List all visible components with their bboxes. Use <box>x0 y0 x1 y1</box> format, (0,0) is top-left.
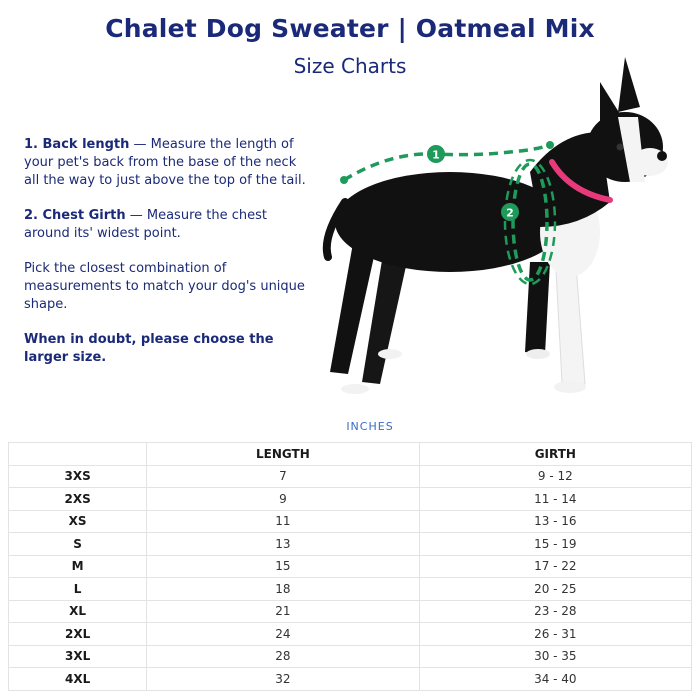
chest-girth-label: 2. Chest Girth <box>24 208 126 223</box>
back-length-text: — Measure the length of your pet's back from the base of the neck all the way to just above the top of the tail. <box>24 137 306 188</box>
dog-nose <box>657 151 667 161</box>
doubt-note <box>24 331 314 367</box>
dog-eye <box>617 144 624 151</box>
table-row <box>9 600 692 623</box>
dog-body <box>335 172 565 272</box>
girth-cell: 11 - 14 <box>419 488 691 511</box>
girth-cell: 17 - 22 <box>419 555 691 578</box>
length-cell: 15 <box>147 555 419 578</box>
girth-cell: 34 - 40 <box>419 668 691 691</box>
size-cell: XS <box>9 510 147 533</box>
length-cell: 18 <box>147 578 419 601</box>
size-cell: L <box>9 578 147 601</box>
dog-illustration <box>300 52 700 402</box>
dog-front-leg-left <box>525 262 550 354</box>
back-length-marker-label: 1 <box>432 148 440 162</box>
dog-front-paw <box>554 381 586 393</box>
size-cell: S <box>9 533 147 556</box>
table-row <box>9 488 692 511</box>
girth-cell: 15 - 19 <box>419 533 691 556</box>
table-row <box>9 465 692 488</box>
header-girth: GIRTH <box>419 443 691 466</box>
chest-girth-marker-label: 2 <box>506 206 514 220</box>
size-table <box>8 442 692 691</box>
page-title: Chalet Dog Sweater | Oatmeal Mix <box>105 14 595 43</box>
size-cell: 4XL <box>9 668 147 691</box>
size-cell: XL <box>9 600 147 623</box>
size-cell: 2XL <box>9 623 147 646</box>
header-size <box>9 443 147 466</box>
length-cell: 7 <box>147 465 419 488</box>
size-cell: M <box>9 555 147 578</box>
header-length: LENGTH <box>147 443 419 466</box>
dog-ear-right <box>618 57 640 112</box>
table-row <box>9 510 692 533</box>
girth-cell: 20 - 25 <box>419 578 691 601</box>
length-cell: 32 <box>147 668 419 691</box>
dog-photo <box>300 52 700 402</box>
length-cell: 9 <box>147 488 419 511</box>
dog-back-paw <box>341 384 369 394</box>
table-row <box>9 578 692 601</box>
chest-girth-text: — Measure the chest around its' widest point. <box>24 208 267 241</box>
size-cell: 2XS <box>9 488 147 511</box>
table-row <box>9 623 692 646</box>
girth-cell: 9 - 12 <box>419 465 691 488</box>
units-label: INCHES <box>346 420 394 433</box>
table-row <box>9 555 692 578</box>
size-cell: 3XL <box>9 645 147 668</box>
dog-front-paw-2 <box>526 349 550 359</box>
length-cell: 13 <box>147 533 419 556</box>
length-cell: 24 <box>147 623 419 646</box>
length-cell: 21 <box>147 600 419 623</box>
chest-girth-instruction <box>24 207 314 243</box>
back-length-instruction <box>24 136 314 190</box>
back-length-start-dot <box>340 176 348 184</box>
length-cell: 28 <box>147 645 419 668</box>
girth-cell: 23 - 28 <box>419 600 691 623</box>
table-row <box>9 668 692 691</box>
size-cell: 3XS <box>9 465 147 488</box>
girth-cell: 30 - 35 <box>419 645 691 668</box>
back-length-end-dot <box>546 141 554 149</box>
table-row <box>9 533 692 556</box>
table-header-row <box>9 443 692 466</box>
table-row <box>9 645 692 668</box>
back-length-label: 1. Back length <box>24 137 130 152</box>
page-subtitle: Size Charts <box>293 54 407 78</box>
length-cell: 11 <box>147 510 419 533</box>
pick-instruction: Pick the closest combination of measurements to match your dog's unique shape. <box>24 261 305 312</box>
girth-cell: 13 - 16 <box>419 510 691 533</box>
dog-back-paw-2 <box>378 349 402 359</box>
doubt-note-text: When in doubt, please choose the larger size. <box>24 332 274 365</box>
girth-cell: 26 - 31 <box>419 623 691 646</box>
measurement-instructions <box>24 136 314 384</box>
